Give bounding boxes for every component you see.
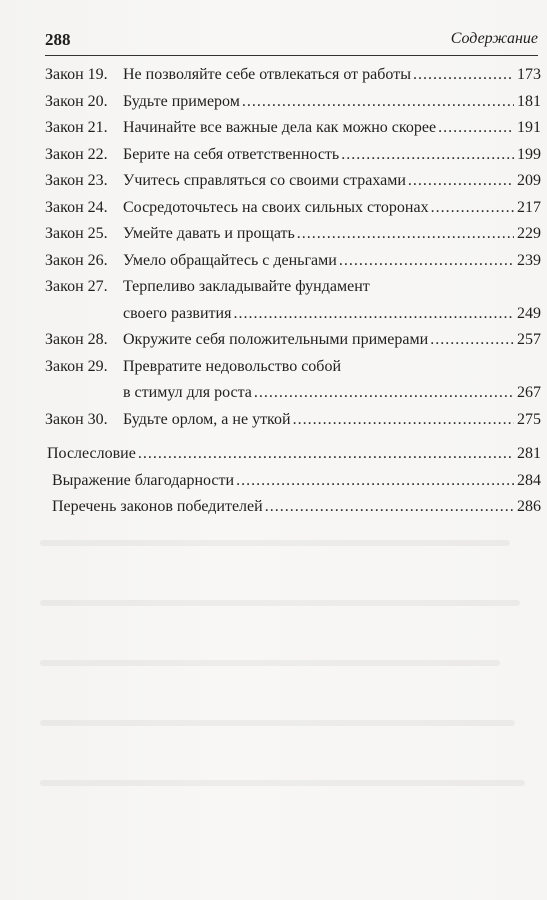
page-number: 288	[45, 30, 71, 49]
page-ref: 249	[517, 304, 541, 322]
toc-entry[interactable]	[45, 62, 541, 89]
page-ref: 275	[517, 410, 541, 428]
dot-leader	[430, 327, 514, 354]
page-ref: 181	[517, 92, 541, 110]
running-head	[45, 30, 538, 54]
toc-entry[interactable]	[45, 168, 541, 195]
law-label: Закон 26.	[45, 251, 108, 269]
dot-leader	[413, 62, 514, 89]
law-label: Закон 29.	[45, 357, 108, 375]
bleed-through-line	[40, 660, 500, 666]
law-label: Закон 21.	[45, 119, 108, 136]
page-ref: 267	[517, 384, 541, 401]
page-ref: 217	[517, 198, 541, 216]
page-ref: 191	[517, 119, 541, 136]
bleed-through-line	[40, 780, 525, 786]
entry-title: Сосредоточьтесь на своих сильных сторонах	[123, 198, 429, 216]
entry-title: Будьте орлом, а не уткой	[123, 410, 291, 428]
section-title: Содержание	[450, 30, 538, 47]
header-rule	[45, 55, 538, 56]
toc-entry[interactable]	[45, 142, 541, 169]
dot-leader	[293, 407, 514, 434]
entry-title: Будьте примером	[123, 92, 240, 110]
bleed-through-line	[40, 600, 520, 606]
law-label: Закон 25.	[45, 225, 108, 242]
dot-leader	[254, 380, 514, 407]
page-ref: 209	[517, 172, 541, 189]
page-ref: 173	[517, 66, 541, 83]
dot-leader	[242, 89, 514, 116]
dot-leader	[339, 248, 514, 275]
toc-entry[interactable]	[45, 195, 541, 222]
dot-leader	[138, 441, 514, 468]
bleed-through-line	[40, 720, 515, 726]
toc-entry[interactable]	[45, 274, 541, 327]
page-ref: 239	[517, 251, 541, 269]
entry-title-continuation: своего развития	[123, 304, 232, 322]
entry-title: Умейте давать и прощать	[123, 225, 295, 242]
table-of-contents	[45, 62, 541, 521]
page-ref: 286	[517, 498, 541, 515]
toc-entry-list-of-laws[interactable]	[45, 494, 541, 521]
entry-title: Не позволяйте себе отвлекаться от работы	[123, 66, 411, 83]
entry-title: Умело обращайтесь с деньгами	[123, 251, 337, 269]
law-label: Закон 23.	[45, 172, 108, 189]
toc-entry[interactable]	[45, 407, 541, 434]
entry-title: Берите на себя ответственность	[123, 145, 340, 163]
law-label: Закон 28.	[45, 331, 108, 348]
entry-title: Начинайте все важные дела как можно скорее	[123, 119, 437, 136]
entry-title: Окружите себя положительными примерами	[123, 331, 429, 348]
dot-leader	[341, 142, 514, 169]
dot-leader	[236, 468, 514, 495]
law-label: Закон 22.	[45, 145, 108, 163]
entry-title: Послесловие	[47, 445, 136, 462]
law-label: Закон 27.	[45, 278, 108, 295]
entry-title: Превратите недовольство собой	[123, 357, 341, 375]
dot-leader	[438, 115, 514, 142]
law-label: Закон 30.	[45, 410, 108, 428]
toc-entry[interactable]	[45, 115, 541, 142]
toc-entry[interactable]	[45, 327, 541, 354]
page-ref: 281	[517, 445, 541, 462]
law-label: Закон 20.	[45, 92, 108, 110]
dot-leader	[265, 494, 514, 521]
entry-title: Выражение благодарности	[52, 471, 235, 489]
dot-leader	[431, 195, 514, 222]
toc-entry-afterword[interactable]	[45, 441, 541, 468]
dot-leader	[408, 168, 514, 195]
page-ref: 257	[517, 331, 541, 348]
section-spacer	[45, 433, 541, 441]
toc-entry[interactable]	[45, 354, 541, 407]
toc-entry-acknowledgements[interactable]	[45, 468, 541, 495]
page-ref: 199	[517, 145, 541, 163]
toc-entry[interactable]	[45, 221, 541, 248]
entry-title-continuation: в стимул для роста	[123, 384, 252, 401]
page-ref: 229	[517, 225, 541, 242]
toc-entry[interactable]	[45, 89, 541, 116]
entry-title: Перечень законов победителей	[52, 498, 263, 515]
toc-entry[interactable]	[45, 248, 541, 275]
bleed-through-line	[40, 540, 510, 546]
dot-leader	[297, 221, 514, 248]
dot-leader	[233, 301, 514, 328]
law-label: Закон 24.	[45, 198, 108, 216]
entry-title: Учитесь справляться со своими страхами	[123, 172, 406, 189]
page-ref: 284	[517, 471, 541, 489]
entry-title: Терпеливо закладывайте фундамент	[123, 278, 370, 295]
law-label: Закон 19.	[45, 66, 108, 83]
